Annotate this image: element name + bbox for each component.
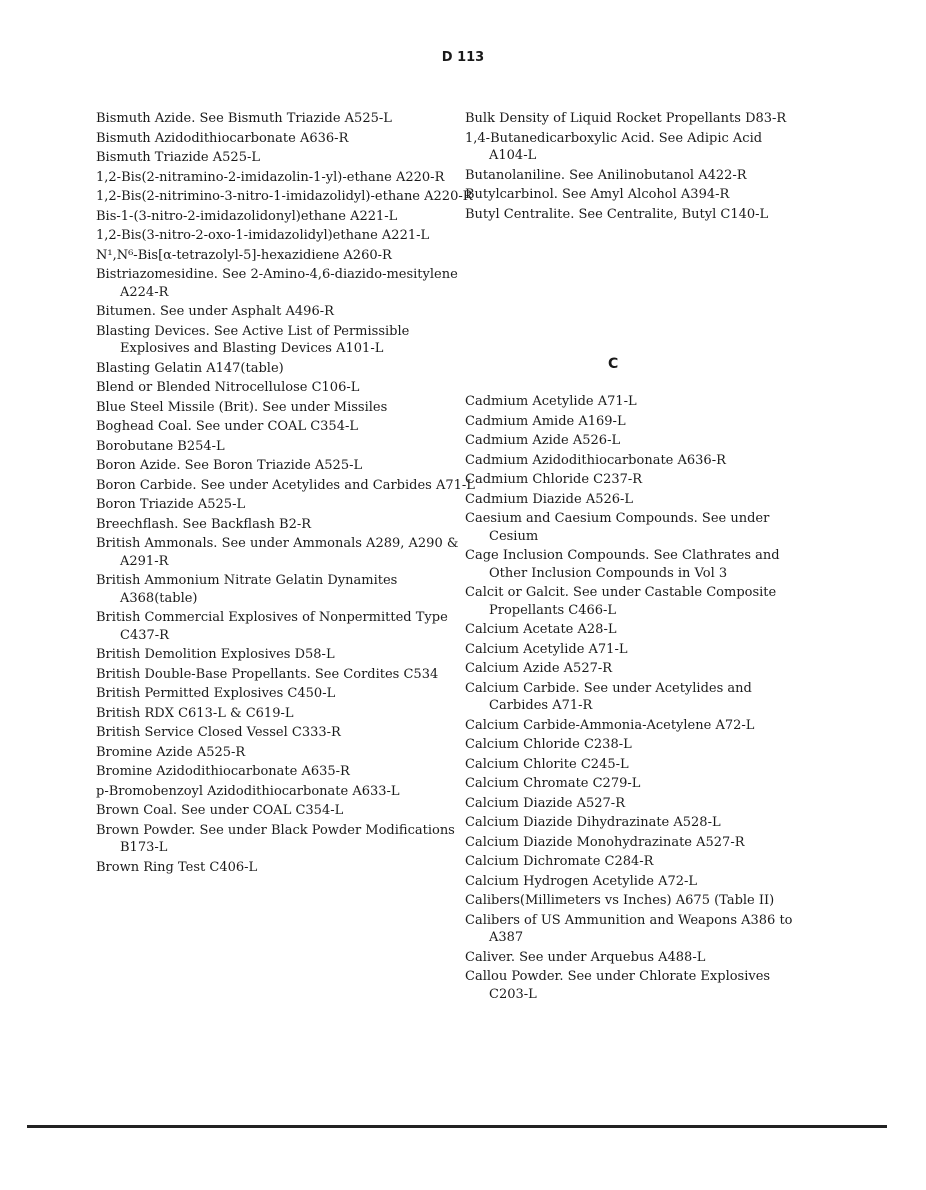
index-entry: Cadmium Chloride C237-R [465,472,643,487]
index-entry: Boron Carbide. See under Acetylides and Carbides A71-L [96,477,475,493]
index-entry: Bromine Azide A525-R [96,744,246,760]
index-entry: British RDX C613-L & C619-L [96,705,294,721]
index-entry: Bitumen. See under Asphalt A496-R [96,304,334,319]
index-entry: Blasting Gelatin A147(table) [96,360,284,376]
index-entry: Brown Powder. See under Black Powder Modifications B173-L [96,822,455,855]
index-entry: British Ammonium Nitrate Gelatin Dynamites A368(table) [96,573,398,606]
index-entry: Calibers of US Ammunition and Weapons A386 to A387 [465,912,793,945]
index-entry: British Service Closed Vessel C333-R [96,725,341,740]
index-entry: Blue Steel Missile (Brit). See under Missiles [96,399,388,415]
index-entry: Calcium Dichromate C284-R [465,854,654,869]
index-entry: Boron Azide. See Boron Triazide A525-L [96,458,363,473]
index-entry: British Ammonals. See under Ammonals A289, A290 & A291-R [96,536,459,569]
index-entry: Calcium Diazide Monohydrazinate A527-R [465,834,745,850]
index-entry: Boghead Coal. See under COAL C354-L [96,419,358,434]
index-entry: Bismuth Azide. See Bismuth Triazide A525-L [96,111,392,126]
index-entry: N¹,N⁶-Bis[α-tetrazolyl-5]-hexazidiene A260-R [96,247,392,263]
index-entry: Boron Triazide A525-L [96,497,246,512]
section-heading: C [608,356,619,372]
index-entry: Blend or Blended Nitrocellulose C106-L [96,380,360,395]
page-number: D 113 [441,50,485,65]
index-entry: Borobutane B254-L [96,438,225,454]
index-entry: Calibers(Millimeters vs Inches) A675 (Table II) [465,893,775,908]
index-entry: Caesium and Caesium Compounds. See under Cesium [465,511,770,544]
index-entry: Callou Powder. See under Chlorate Explosives C203-L [465,969,771,1002]
index-entry: Cadmium Acetylide A71-L [465,394,637,409]
index-entry: Calcium Chlorite C245-L [465,756,629,772]
index-entry: Bis-1-(3-nitro-2-imidazolidonyl)ethane A221-L [96,208,398,224]
index-entry: Calcium Carbide-Ammonia-Acetylene A72-L [465,717,755,733]
index-entry: Cage Inclusion Compounds. See Clathrates and Other Inclusion Compounds in Vol 3 [465,548,780,581]
index-entry: 1,2-Bis(2-nitrimino-3-nitro-1-imidazolidyl)-ethane A220-R [96,189,473,204]
index-entry: 1,2-Bis(2-nitramino-2-imidazolin-1-yl)-ethane A220-R [96,169,445,185]
index-entry: Brown Ring Test C406-L [96,859,258,875]
index-entry: Caliver. See under Arquebus A488-L [465,949,706,965]
index-entry: Butanolaniline. See Anilinobutanol A422-R [465,167,747,183]
index-entry: p-Bromobenzoyl Azidodithiocarbonate A633-L [96,783,400,799]
index-entry: Calcium Diazide A527-R [465,795,625,811]
index-entry: Calcit or Galcit. See under Castable Composite Propellants C466-L [465,585,777,618]
index-entry: Calcium Hydrogen Acetylide A72-L [465,873,698,889]
index-entry: Bismuth Triazide A525-L [96,150,260,165]
index-entry: 1,2-Bis(3-nitro-2-oxo-1-imidazolidyl)ethane A221-L [96,228,430,243]
index-entry: British Permitted Explosives C450-L [96,686,336,701]
index-entry: Bismuth Azidodithiocarbonate A636-R [96,130,349,146]
index-entry: Breechflash. See Backflash B2-R [96,516,312,532]
index-entry: Cadmium Diazide A526-L [465,491,634,507]
index-entry: 1,4-Butanedicarboxylic Acid. See Adipic Acid A104-L [465,130,763,163]
index-entry: Calcium Diazide Dihydrazinate A528-L [465,815,721,830]
index-entry: Calcium Acetate A28-L [465,622,617,637]
index-entry: British Demolition Explosives D58-L [96,647,335,662]
index-entry: Calcium Acetylide A71-L [465,641,628,657]
left-column [96,110,476,878]
index-entry: Calcium Chromate C279-L [465,776,641,791]
index-entry: Cadmium Amide A169-L [465,413,626,429]
index-entry: Butyl Centralite. See Centralite, Butyl C140-L [465,206,769,222]
index-entry: Brown Coal. See under COAL C354-L [96,803,344,818]
index-entry: Blasting Devices. See Active List of Permissible Explosives and Blasting Devices A101-L [96,323,410,356]
right-column-c [465,393,795,1005]
index-entry: Bromine Azidodithiocarbonate A635-R [96,764,350,779]
index-entry: British Double-Base Propellants. See Cordites C534 [96,666,439,682]
index-entry: Cadmium Azide A526-L [465,433,621,448]
index-entry: Bulk Density of Liquid Rocket Propellants D83-R [465,111,787,126]
index-entry: British Commercial Explosives of Nonpermitted Type C437-R [96,610,448,643]
index-entry: Calcium Azide A527-R [465,661,613,676]
index-entry: Cadmium Azidodithiocarbonate A636-R [465,452,726,468]
index-entry: Butylcarbinol. See Amyl Alcohol A394-R [465,187,730,202]
index-entry: Bistriazomesidine. See 2-Amino-4,6-diazido-mesitylene A224-R [96,267,458,300]
bottom-rule [27,1125,887,1128]
index-entry: Calcium Carbide. See under Acetylides and Carbides A71-R [465,680,752,713]
right-column-b [465,110,795,225]
index-entry: Calcium Chloride C238-L [465,737,632,752]
